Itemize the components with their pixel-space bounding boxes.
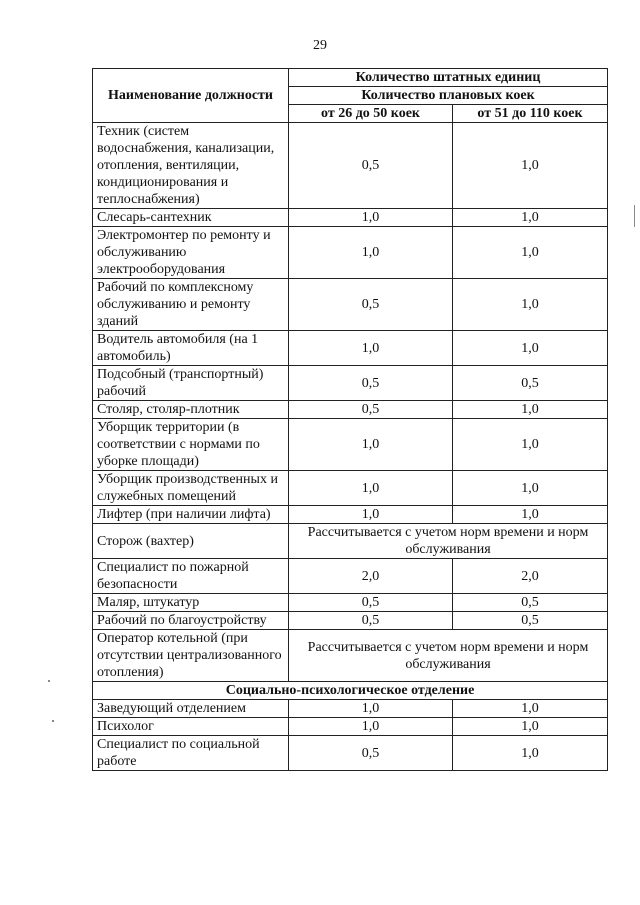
- planned-beds-header: Количество плановых коек: [289, 87, 608, 105]
- section-title: Социально-психологическое отделение: [93, 682, 608, 700]
- value-26-50-beds: 2,0: [289, 559, 453, 594]
- value-26-50-beds: 1,0: [289, 419, 453, 471]
- table-row: [93, 630, 608, 682]
- value-26-50-beds: 1,0: [289, 331, 453, 366]
- position-name: Оператор котельной (при отсутствии централизованного отопления): [93, 630, 289, 682]
- value-51-110-beds: 1,0: [453, 209, 608, 227]
- section-row: [93, 682, 608, 700]
- table-row: [93, 736, 608, 771]
- table-row: [93, 227, 608, 279]
- value-51-110-beds: 1,0: [453, 401, 608, 419]
- value-26-50-beds: 1,0: [289, 227, 453, 279]
- position-name: Специалист по пожарной безопасности: [93, 559, 289, 594]
- value-26-50-beds: 0,5: [289, 123, 453, 209]
- scan-mark: [52, 720, 54, 722]
- table-row: [93, 700, 608, 718]
- position-name: Лифтер (при наличии лифта): [93, 506, 289, 524]
- value-26-50-beds: 1,0: [289, 700, 453, 718]
- value-26-50-beds: 1,0: [289, 718, 453, 736]
- position-column-header: Наименование должности: [93, 69, 289, 123]
- page-number: 29: [313, 38, 327, 53]
- value-51-110-beds: 1,0: [453, 279, 608, 331]
- value-51-110-beds: 2,0: [453, 559, 608, 594]
- value-51-110-beds: 0,5: [453, 594, 608, 612]
- value-51-110-beds: 1,0: [453, 419, 608, 471]
- value-26-50-beds: 0,5: [289, 366, 453, 401]
- value-51-110-beds: 0,5: [453, 366, 608, 401]
- beds-range-26-50-header: от 26 до 50 коек: [289, 105, 453, 123]
- position-name: Сторож (вахтер): [93, 524, 289, 559]
- value-26-50-beds: 0,5: [289, 401, 453, 419]
- position-name: Уборщик территории (в соответствии с нормами по уборке площади): [93, 419, 289, 471]
- value-26-50-beds: 0,5: [289, 279, 453, 331]
- position-name: Заведующий отделением: [93, 700, 289, 718]
- position-name: Рабочий по комплексному обслуживанию и ремонту зданий: [93, 279, 289, 331]
- table-row: [93, 419, 608, 471]
- staff-units-header: Количество штатных единиц: [289, 69, 608, 87]
- table-row: [93, 279, 608, 331]
- value-51-110-beds: 1,0: [453, 506, 608, 524]
- scan-mark: [48, 680, 50, 682]
- value-26-50-beds: 0,5: [289, 594, 453, 612]
- table-row: [93, 366, 608, 401]
- position-name: Рабочий по благоустройству: [93, 612, 289, 630]
- table-row: [93, 559, 608, 594]
- position-name: Уборщик производственных и служебных помещений: [93, 471, 289, 506]
- value-26-50-beds: 0,5: [289, 612, 453, 630]
- value-51-110-beds: 0,5: [453, 612, 608, 630]
- table-row: [93, 612, 608, 630]
- value-51-110-beds: 1,0: [453, 123, 608, 209]
- table-row: [93, 524, 608, 559]
- value-51-110-beds: 1,0: [453, 718, 608, 736]
- table-row: [93, 506, 608, 524]
- value-51-110-beds: 1,0: [453, 700, 608, 718]
- value-51-110-beds: 1,0: [453, 227, 608, 279]
- position-name: Психолог: [93, 718, 289, 736]
- table-body: [93, 123, 608, 771]
- calculation-note: Рассчитывается с учетом норм времени и норм обслуживания: [289, 630, 608, 682]
- value-51-110-beds: 1,0: [453, 331, 608, 366]
- value-26-50-beds: 1,0: [289, 209, 453, 227]
- position-name: Маляр, штукатур: [93, 594, 289, 612]
- position-name: Техник (систем водоснабжения, канализации, отопления, вентиляции, кондиционирования и теплоснабжения): [93, 123, 289, 209]
- position-name: Водитель автомобиля (на 1 автомобиль): [93, 331, 289, 366]
- value-51-110-beds: 1,0: [453, 471, 608, 506]
- value-51-110-beds: 1,0: [453, 736, 608, 771]
- position-name: Электромонтер по ремонту и обслуживанию электрооборудования: [93, 227, 289, 279]
- value-26-50-beds: 1,0: [289, 471, 453, 506]
- table-row: [93, 401, 608, 419]
- position-name: Специалист по социальной работе: [93, 736, 289, 771]
- beds-range-51-110-header: от 51 до 110 коек: [453, 105, 608, 123]
- position-name: Слесарь-сантехник: [93, 209, 289, 227]
- table-row: [93, 123, 608, 209]
- position-name: Столяр, столяр-плотник: [93, 401, 289, 419]
- table-row: [93, 209, 608, 227]
- value-26-50-beds: 1,0: [289, 506, 453, 524]
- calculation-note: Рассчитывается с учетом норм времени и норм обслуживания: [289, 524, 608, 559]
- table-row: [93, 594, 608, 612]
- table-row: [93, 718, 608, 736]
- staffing-table: [92, 68, 608, 771]
- scan-mark: [634, 205, 635, 227]
- table-row: [93, 331, 608, 366]
- position-name: Подсобный (транспортный) рабочий: [93, 366, 289, 401]
- table-row: [93, 471, 608, 506]
- value-26-50-beds: 0,5: [289, 736, 453, 771]
- table-header: [93, 69, 608, 123]
